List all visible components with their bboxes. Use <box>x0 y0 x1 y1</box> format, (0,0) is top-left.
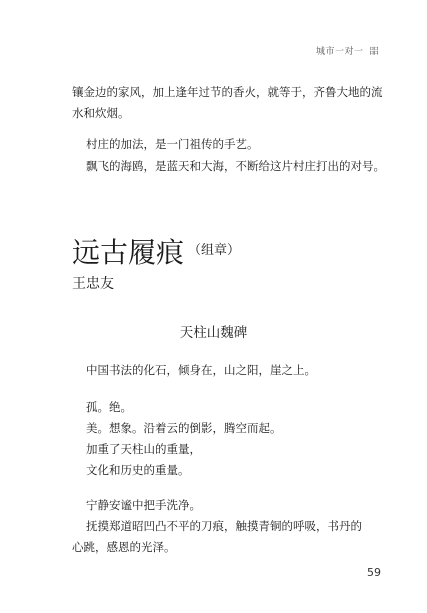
body-line: 村庄的加法，是一门祖传的手艺。 <box>86 137 259 151</box>
running-header <box>316 44 379 57</box>
chapter-title-sub: （组章） <box>188 243 241 258</box>
chapter-title-main: 远古履痕 <box>72 236 185 269</box>
body-line: 文化和历史的重量。 <box>86 463 190 477</box>
body-line: 镶金边的家风，加上逢年过节的香火，就等于，齐鲁大地的流 <box>72 85 383 99</box>
header-mark: 㗊 <box>369 47 379 57</box>
body-line: 孤。绝。 <box>86 400 132 414</box>
body-line: 飘飞的海鸥，是蓝天和大海，不断给这片村庄打出的对号。 <box>86 159 385 173</box>
body-line: 抚摸郑道昭凹凸不平的刀痕，触摸青铜的呼吸，书丹的 <box>86 519 362 533</box>
body-line: 中国书法的化石，倾身在，山之阳，崖之上。 <box>86 363 316 377</box>
running-title: 城市一对一 <box>315 47 364 57</box>
body-line: 宁静安谧中把手洗净。 <box>86 498 201 512</box>
body-line: 水和炊烟。 <box>72 106 130 120</box>
body-line: 美。想象。沿着云的倒影，腾空而起。 <box>86 421 282 435</box>
section-title: 天柱山魏碑 <box>179 325 248 341</box>
chapter-title <box>72 234 240 270</box>
page-number: 59 <box>367 566 381 579</box>
body-line: 心跳，感恩的光泽。 <box>72 540 176 554</box>
body-line: 加重了天柱山的重量， <box>86 442 201 456</box>
author-name: 王忠友 <box>72 276 114 292</box>
